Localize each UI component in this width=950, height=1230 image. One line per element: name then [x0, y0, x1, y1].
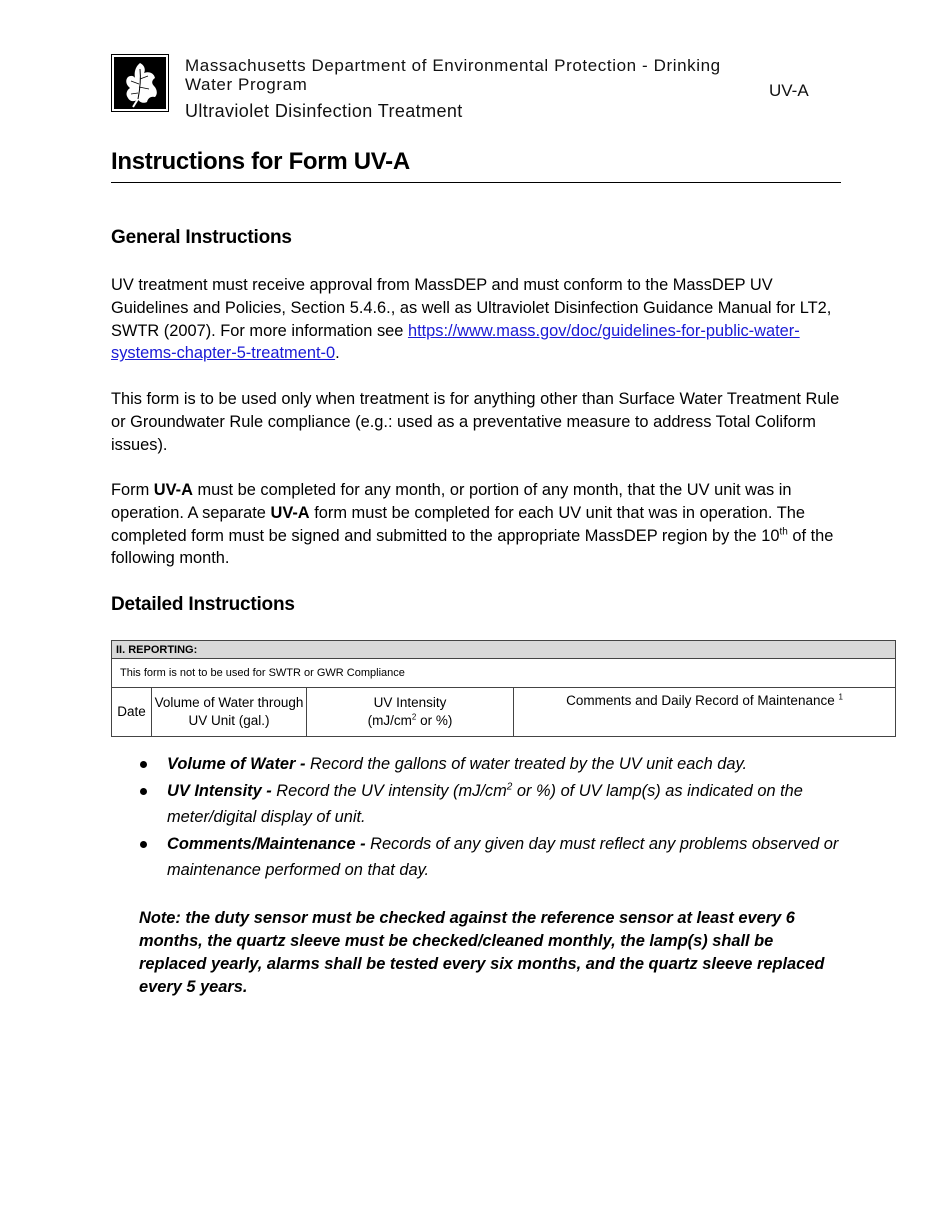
form-ref: UV-A: [153, 481, 193, 499]
completion-text-f: of the following month.: [111, 526, 834, 568]
footnote-marker: 1: [838, 692, 843, 702]
bullet-icon: [140, 841, 147, 848]
completion-text-a: Form: [111, 481, 154, 499]
detailed-instructions-heading: Detailed Instructions: [111, 594, 295, 615]
approval-paragraph: [111, 274, 841, 365]
list-item: [140, 751, 850, 778]
approval-text: UV treatment must receive approval from MassDEP and must conform to the MassDEP UV Guidelines and Policies, Section 5.4.6., as well as Ultraviolet Disinfection Guidance Manual for LT2, SWTR (2007). For more information see: [111, 276, 832, 340]
usage-paragraph: This form is to be used only when treatment is for anything other than Surface Water Treatment Rule or Groundwater Rule compliance (e.g.: used as a preventative measure to address Total Coliform issues).: [111, 390, 840, 454]
maintenance-note: Note: the duty sensor must be checked against the reference sensor at least every 6 months, the quartz sleeve must be checked/cleaned monthly, the lamp(s) shall be replaced yearly, alarms shall be tested every six months, and the quartz sleeve replaced every 5 years.: [139, 909, 825, 996]
column-volume: Volume of Water through UV Unit (gal.): [152, 688, 307, 737]
column-comments: [514, 688, 896, 737]
ordinal-suffix: th: [779, 526, 788, 538]
uv-unit-sup: 2: [411, 712, 417, 722]
comments-label: Comments and Daily Record of Maintenance: [566, 693, 839, 708]
approval-text-end: .: [335, 344, 340, 363]
bullet-label: UV Intensity -: [167, 781, 272, 800]
guidelines-link[interactable]: https://www.mass.gov/doc/guidelines-for-public-water-systems-chapter-5-treatment-0: [111, 321, 800, 363]
agency-name: Massachusetts Department of Environmental Protection - Drinking Water Program: [185, 56, 721, 94]
bullet-text: or %) of UV lamp(s) as indicated on the meter/digital display of unit.: [167, 781, 803, 826]
uv-label: UV Intensity: [373, 695, 447, 710]
general-instructions-heading: General Instructions: [111, 227, 292, 248]
reporting-table-sample: [111, 640, 895, 737]
completion-text-e: form must be completed for each UV unit that was in operation. The completed form must be signed and submitted to the appropriate MassDEP region by the 10: [111, 503, 805, 545]
uv-unit-b: or %): [416, 713, 453, 728]
column-date: Date: [112, 688, 152, 737]
list-item: [140, 831, 850, 884]
bullet-label: Volume of Water -: [167, 755, 306, 773]
bullet-icon: [140, 761, 147, 768]
list-item: [140, 778, 850, 831]
completion-paragraph: [111, 479, 841, 570]
instruction-bullets: [140, 751, 850, 884]
completion-text-c: must be completed for any month, or portion of any month, that the UV unit was in operation. A separate: [111, 481, 792, 522]
program-name: Ultraviolet Disinfection Treatment: [185, 101, 463, 121]
bullet-text: Records of any given day must reflect any problems observed or maintenance performed on that day.: [167, 834, 839, 879]
uv-unit-a: (mJ/cm: [367, 713, 412, 728]
form-ref: UV-A: [270, 503, 310, 522]
bullet-sup: 2: [506, 781, 513, 793]
bullet-text: Record the gallons of water treated by the UV unit each day.: [305, 755, 748, 773]
page-title: Instructions for Form UV-A: [111, 148, 410, 175]
oak-leaf-icon: [111, 54, 169, 112]
bullet-text: Record the UV intensity (mJ/cm: [271, 781, 507, 800]
bullet-icon: [140, 788, 147, 795]
form-id: UV-A: [769, 81, 809, 100]
column-uv-intensity: [307, 688, 514, 737]
reporting-section-header: II. REPORTING:: [112, 641, 896, 659]
compliance-note: This form is not to be used for SWTR or GWR Compliance: [112, 659, 896, 688]
title-divider: [111, 182, 841, 183]
bullet-label: Comments/Maintenance -: [167, 834, 366, 853]
